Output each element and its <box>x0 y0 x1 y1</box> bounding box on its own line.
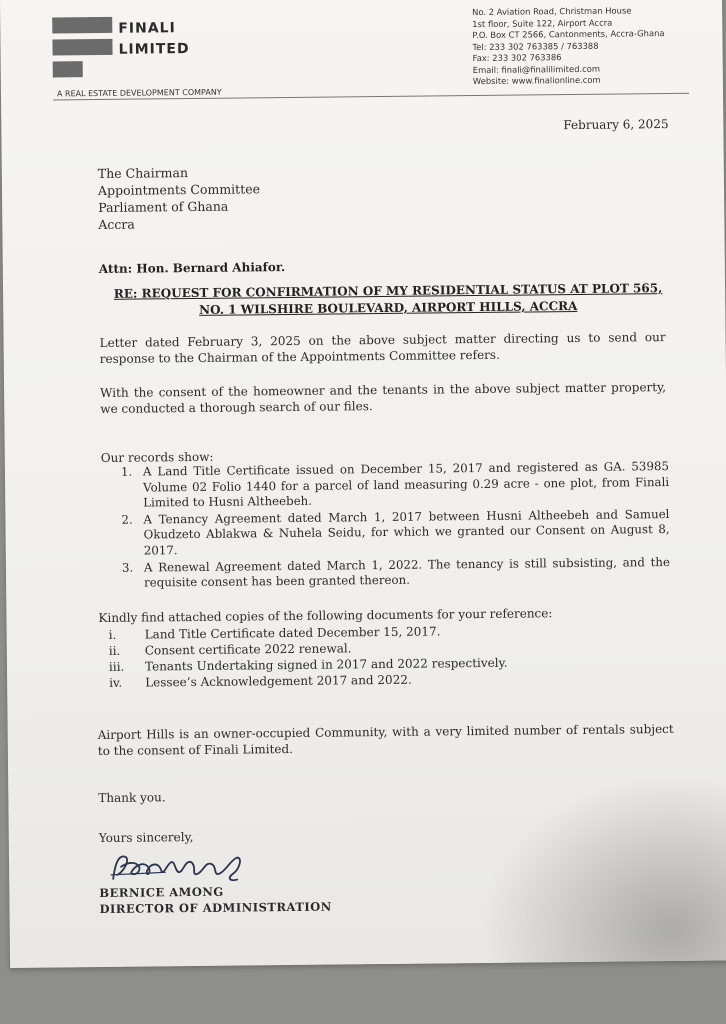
company-name-line2: LIMITED <box>118 41 190 58</box>
contact-line: P.O. Box CT 2566, Cantonments, Accra-Ghana <box>472 28 665 41</box>
thank-you-line: Thank you. <box>98 790 166 806</box>
list-text: Consent certificate 2022 renewal. <box>144 641 352 658</box>
paragraph-intro: Letter dated February 3, 2025 on the above subject matter directing us to send our response to the Chairman of the Appointments Committee refers. <box>99 330 666 366</box>
closing-line: Yours sincerely, <box>98 830 194 846</box>
paragraph-consent: With the consent of the homeowner and the tenants in the above subject matter property, we conducted a thorough search of our files. <box>100 380 667 416</box>
contact-line: Tel: 233 302 763385 / 763388 <box>472 40 599 52</box>
list-number: 2. <box>121 512 133 527</box>
list-item <box>121 459 669 512</box>
recipient-address <box>98 163 261 233</box>
letter-date: February 6, 2025 <box>563 117 669 133</box>
address-line: The Chairman <box>97 165 189 181</box>
list-item <box>121 507 669 560</box>
list-text: Lessee’s Acknowledgement 2017 and 2022. <box>145 672 412 690</box>
handwritten-signature <box>105 843 255 889</box>
records-label: Our records show: <box>100 449 214 465</box>
list-text: Tenants Undertaking signed in 2017 and 2022 respectively. <box>144 655 508 674</box>
list-number: iv. <box>109 675 123 690</box>
subject-heading <box>93 280 683 320</box>
list-item <box>109 671 508 691</box>
contact-block <box>472 5 665 88</box>
list-number: 3. <box>121 560 134 575</box>
contact-line: 1st floor, Suite 122, Airport Accra <box>472 17 613 29</box>
company-name-line1: FINALI <box>118 20 176 37</box>
logo-bar <box>52 39 112 56</box>
company-name <box>118 18 189 61</box>
contact-line: Website: www.finalionline.com <box>472 74 601 87</box>
address-line: Appointments Committee <box>97 181 261 198</box>
list-number: 1. <box>120 464 133 479</box>
subject-line2: NO. 1 WILSHIRE BOULEVARD, AIRPORT HILLS, ACCRA <box>199 298 578 317</box>
contact-line: Fax: 233 302 763386 <box>472 52 562 64</box>
address-line: Accra <box>98 216 135 232</box>
contact-line: No. 2 Aviation Road, Christman House <box>472 5 632 18</box>
records-list <box>121 459 670 592</box>
attachments-label: Kindly find attached copies of the following documents for your reference: <box>98 606 553 626</box>
signer-title: DIRECTOR OF ADMINISTRATION <box>99 899 332 917</box>
list-number: iii. <box>108 659 125 674</box>
list-number: i. <box>108 627 117 642</box>
contact-line: Email: finali@finalilimited.com <box>472 63 601 75</box>
signer-block <box>99 883 332 917</box>
logo-bar <box>52 17 112 34</box>
list-text: A Tenancy Agreement dated March 1, 2017 between Husni Altheebeh and Samuel Okudzeto Ablakwa & Nuhela Seidu, for which we granted our Consent on August 8, 2017. <box>143 506 670 558</box>
logo-bar <box>53 61 83 77</box>
attention-line: Attn: Hon. Bernard Ahiafor. <box>98 260 286 276</box>
paragraph-community: Airport Hills is an owner-occupied Community, with a very limited number of rentals subject to the consent of Finali Limited. <box>97 721 674 759</box>
list-text: A Land Title Certificate issued on December 15, 2017 and registered as GA. 53985 Volume 02 Folio 1440 for a parcel of land measuring 0.29 acre - one plot, from Finali Limited to Husni Altheebeh. <box>142 459 670 510</box>
attachments-list <box>109 623 508 691</box>
list-text: Land Title Certificate dated December 15, 2017. <box>144 624 441 642</box>
subject-line1: RE: REQUEST FOR CONFIRMATION OF MY RESIDENTIAL STATUS AT PLOT 565, <box>113 281 663 301</box>
address-line: Parliament of Ghana <box>98 198 229 215</box>
list-number: ii. <box>108 643 121 658</box>
list-item <box>122 555 670 592</box>
company-tagline: A REAL ESTATE DEVELOPMENT COMPANY <box>56 87 222 99</box>
list-text: A Renewal Agreement dated March 1, 2022. The tenancy is still subsisting, and the requisite consent has been granted thereon. <box>143 554 670 590</box>
photo-shadow <box>478 772 726 968</box>
signer-name: BERNICE AMONG <box>99 884 224 901</box>
